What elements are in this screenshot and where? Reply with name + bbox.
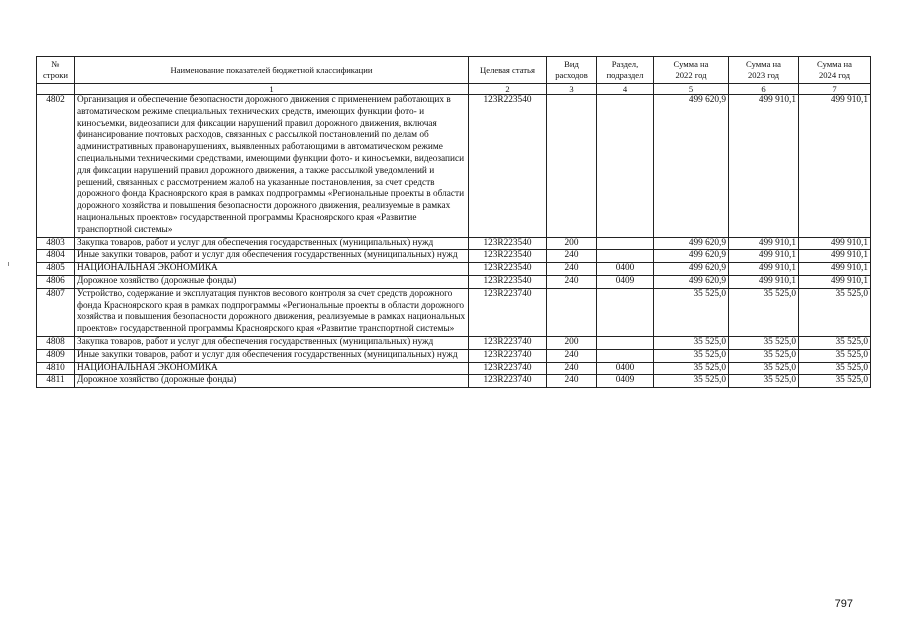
amount-2024: 35 525,0 [799, 375, 871, 388]
margin-mark [8, 262, 9, 266]
col-number: 7 [799, 84, 871, 95]
amount-2023: 35 525,0 [729, 288, 799, 336]
amount-2024: 499 910,1 [799, 263, 871, 276]
expense-type: 240 [547, 375, 597, 388]
target-article: 123R223740 [469, 336, 547, 349]
amount-2022: 35 525,0 [654, 349, 729, 362]
amount-2024: 35 525,0 [799, 362, 871, 375]
col-header-name: Наименование показателей бюджетной классификации [75, 57, 469, 84]
indicator-name: Иные закупки товаров, работ и услуг для обеспечения государственных (муниципальных) нужд [75, 250, 469, 263]
indicator-name: Дорожное хозяйство (дорожные фонды) [75, 275, 469, 288]
indicator-name: Устройство, содержание и эксплуатация пунктов весового контроля за счет средств дорожного фонда Красноярского края в рамках подпрограммы «Региональные проекты в области дорожного хозяйства и повышения безопасности дорожного движения, реализуемые в рамках национальных проектов» государственной программы Красноярского края «Развитие транспортной системы» [75, 288, 469, 336]
target-article: 123R223540 [469, 237, 547, 250]
amount-2024: 35 525,0 [799, 288, 871, 336]
target-article: 123R223740 [469, 288, 547, 336]
target-article: 123R223540 [469, 250, 547, 263]
col-number: 6 [729, 84, 799, 95]
expense-type: 240 [547, 275, 597, 288]
target-article: 123R223740 [469, 362, 547, 375]
indicator-name: Организация и обеспечение безопасности дорожного движения с применением работающих в автоматическом режиме специальных технических средств, имеющих функции фото- и киносъемки, видеозаписи для фиксации нарушений правил дорожного движения, включая финансирование почтовых расходов, связанных с рассылкой постановлений по делам об административных правонарушениях, выявленных работающими в автоматическом режиме специальными техническими средствами, имеющими функции фото- и киносъемки, видеозаписи для фиксации нарушений правил дорожного движения, а также рассылкой уведомлений и решений, связанных с рассмотрением жалоб на указанные постановления, за счет средств дорожного фонда Красноярского края в рамках подпрограммы «Региональные проекты в области дорожного хозяйства и повышения безопасности дорожного движения, реализуемые в рамках национальных проектов» государственной программы Красноярского края «Развитие транспортной системы» [75, 95, 469, 238]
section-subsection [597, 349, 654, 362]
expense-type: 240 [547, 349, 597, 362]
col-number: 3 [547, 84, 597, 95]
expense-type: 200 [547, 237, 597, 250]
expense-type [547, 288, 597, 336]
section-subsection [597, 250, 654, 263]
section-subsection: 0400 [597, 362, 654, 375]
amount-2022: 35 525,0 [654, 375, 729, 388]
table-row [37, 375, 871, 388]
amount-2022: 499 620,9 [654, 275, 729, 288]
amount-2023: 499 910,1 [729, 275, 799, 288]
col-header-2024: Сумма на 2024 год [799, 57, 871, 84]
col-header-razd: Раздел, подраздел [597, 57, 654, 84]
row-number: 4811 [37, 375, 75, 388]
amount-2024: 499 910,1 [799, 237, 871, 250]
row-number: 4809 [37, 349, 75, 362]
target-article: 123R223740 [469, 349, 547, 362]
amount-2024: 35 525,0 [799, 349, 871, 362]
row-number: 4808 [37, 336, 75, 349]
amount-2022: 499 620,9 [654, 250, 729, 263]
expense-type: 240 [547, 263, 597, 276]
table-row [37, 349, 871, 362]
section-subsection: 0400 [597, 263, 654, 276]
section-subsection [597, 95, 654, 238]
expense-type: 240 [547, 250, 597, 263]
table-row [37, 263, 871, 276]
amount-2024: 499 910,1 [799, 95, 871, 238]
indicator-name: Дорожное хозяйство (дорожные фонды) [75, 375, 469, 388]
table-row [37, 288, 871, 336]
indicator-name: Закупка товаров, работ и услуг для обеспечения государственных (муниципальных) нужд [75, 237, 469, 250]
target-article: 123R223540 [469, 95, 547, 238]
row-number: 4807 [37, 288, 75, 336]
col-header-2022: Сумма на 2022 год [654, 57, 729, 84]
section-subsection [597, 336, 654, 349]
section-subsection: 0409 [597, 375, 654, 388]
section-subsection [597, 237, 654, 250]
amount-2023: 499 910,1 [729, 237, 799, 250]
amount-2022: 499 620,9 [654, 263, 729, 276]
amount-2023: 35 525,0 [729, 349, 799, 362]
table-row [37, 362, 871, 375]
col-header-no: № строки [37, 57, 75, 84]
expense-type [547, 95, 597, 238]
row-number: 4805 [37, 263, 75, 276]
table-row [37, 336, 871, 349]
page-number: 797 [834, 598, 853, 610]
col-header-2023: Сумма на 2023 год [729, 57, 799, 84]
column-number-row [37, 84, 871, 95]
table-row [37, 275, 871, 288]
expense-type: 200 [547, 336, 597, 349]
target-article: 123R223540 [469, 263, 547, 276]
indicator-name: НАЦИОНАЛЬНАЯ ЭКОНОМИКА [75, 362, 469, 375]
amount-2022: 35 525,0 [654, 288, 729, 336]
amount-2023: 35 525,0 [729, 362, 799, 375]
target-article: 123R223740 [469, 375, 547, 388]
amount-2024: 499 910,1 [799, 250, 871, 263]
budget-table [36, 56, 871, 388]
amount-2023: 499 910,1 [729, 95, 799, 238]
amount-2023: 499 910,1 [729, 250, 799, 263]
indicator-name: НАЦИОНАЛЬНАЯ ЭКОНОМИКА [75, 263, 469, 276]
indicator-name: Закупка товаров, работ и услуг для обеспечения государственных (муниципальных) нужд [75, 336, 469, 349]
col-number [37, 84, 75, 95]
col-number: 4 [597, 84, 654, 95]
table-row [37, 95, 871, 238]
indicator-name: Иные закупки товаров, работ и услуг для обеспечения государственных (муниципальных) нужд [75, 349, 469, 362]
row-number: 4804 [37, 250, 75, 263]
amount-2022: 499 620,9 [654, 237, 729, 250]
amount-2023: 35 525,0 [729, 375, 799, 388]
col-number: 5 [654, 84, 729, 95]
table-row [37, 237, 871, 250]
amount-2024: 499 910,1 [799, 275, 871, 288]
section-subsection [597, 288, 654, 336]
col-number: 2 [469, 84, 547, 95]
row-number: 4803 [37, 237, 75, 250]
header-row [37, 57, 871, 84]
section-subsection: 0409 [597, 275, 654, 288]
amount-2022: 35 525,0 [654, 362, 729, 375]
row-number: 4810 [37, 362, 75, 375]
amount-2024: 35 525,0 [799, 336, 871, 349]
row-number: 4802 [37, 95, 75, 238]
col-header-code: Целевая статья [469, 57, 547, 84]
col-number: 1 [75, 84, 469, 95]
table-row [37, 250, 871, 263]
amount-2023: 499 910,1 [729, 263, 799, 276]
row-number: 4806 [37, 275, 75, 288]
target-article: 123R223540 [469, 275, 547, 288]
amount-2022: 499 620,9 [654, 95, 729, 238]
expense-type: 240 [547, 362, 597, 375]
amount-2022: 35 525,0 [654, 336, 729, 349]
amount-2023: 35 525,0 [729, 336, 799, 349]
col-header-vid: Вид расходов [547, 57, 597, 84]
